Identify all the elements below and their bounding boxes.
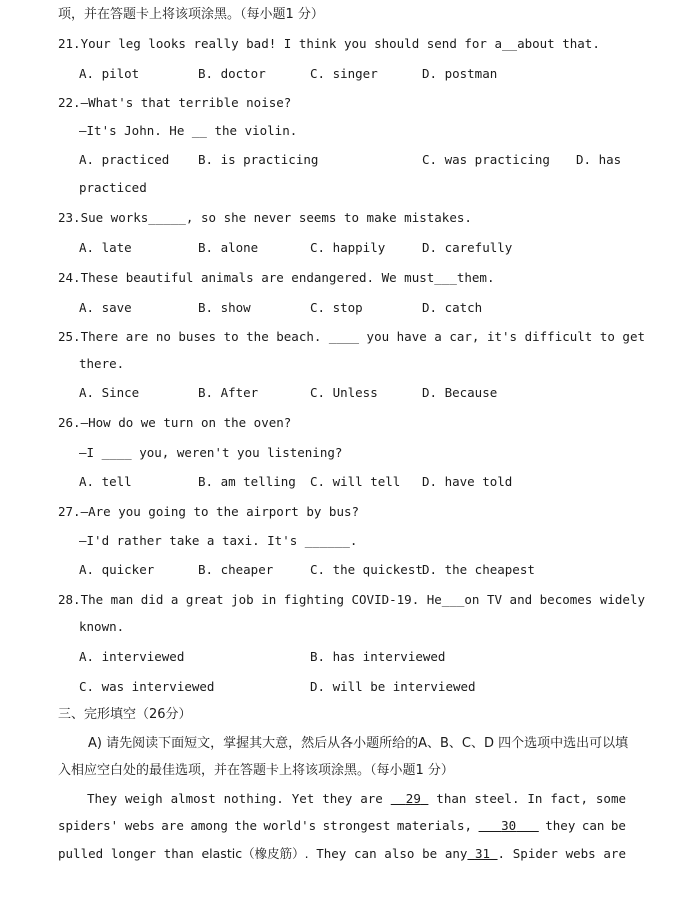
passage-word: They [316, 846, 347, 861]
q25-option-d: D. Because [422, 385, 498, 400]
q27-option-b: B. cheaper [198, 562, 274, 577]
question-26-reply: —I ____ you, weren't you listening? [79, 445, 343, 460]
question-27-reply: —I'd rather take a taxi. It's ______. [79, 533, 358, 548]
q21-option-d: D. postman [422, 66, 498, 81]
passage-word: longer [110, 846, 156, 861]
q27-option-d: D. the cheapest [422, 562, 535, 577]
question-28-stem: 28.The man did a great job in fighting COVID-19. He___on TV and becomes widely [58, 592, 645, 607]
question-25-stem-wrap: there. [79, 356, 125, 371]
blank-29: 29 [405, 791, 421, 806]
passage-word: They [87, 791, 118, 806]
q21-option-c: C. singer [310, 66, 378, 81]
passage-line-2 [58, 817, 626, 835]
q26-option-a: A. tell [79, 474, 132, 489]
passage-word: steel. [474, 791, 520, 806]
passage-word: weigh [125, 791, 163, 806]
passage-word: also [384, 846, 415, 861]
passage-word: are [161, 818, 184, 833]
passage-word: than [163, 846, 194, 861]
q23-option-c: C. happily [310, 240, 386, 255]
blank-30: 30 [501, 818, 517, 833]
passage-word: they [545, 818, 576, 833]
q28-option-c: C. was interviewed [79, 679, 215, 694]
passage-word: elastic（橡皮筋）. [201, 846, 309, 861]
q25-option-c: C. Unless [310, 385, 378, 400]
passage-word: be [610, 818, 626, 833]
passage-word: webs [124, 818, 155, 833]
q24-option-a: A. save [79, 300, 132, 315]
passage-word: than [436, 791, 467, 806]
passage-word: strongest [322, 818, 391, 833]
question-24-stem: 24.These beautiful animals are endangered. We must___them. [58, 270, 495, 285]
passage-word: among [190, 818, 228, 833]
q22-option-a: A. practiced [79, 152, 170, 167]
q26-option-b: B. am telling [198, 474, 296, 489]
passage-word: almost [170, 791, 216, 806]
passage-word: are [360, 791, 383, 806]
q23-option-a: A. late [79, 240, 132, 255]
passage-line-1 [87, 790, 626, 808]
passage-word: they [322, 791, 353, 806]
question-23-stem: 23.Sue works_____, so she never seems to make mistakes. [58, 210, 472, 225]
passage-word: materials, [396, 818, 473, 833]
blank-31: 31 [474, 846, 491, 861]
passage-word: can [581, 818, 605, 833]
passage-word: be [422, 846, 438, 861]
q22-option-c: C. was practicing [422, 152, 550, 167]
q21-option-a: A. pilot [79, 66, 140, 81]
passage-word: nothing. [223, 791, 284, 806]
passage-word: In [527, 791, 543, 806]
section-3-instruction-line1: A) 请先阅读下面短文，掌握其大意，然后从各小题所给的A、B、C、D 四个选项中选出可以填 [88, 736, 629, 751]
q25-option-a: A. Since [79, 385, 140, 400]
question-25-stem: 25.There are no buses to the beach. ____ you have a car, it's difficult to get [58, 329, 645, 344]
q24-option-d: D. catch [422, 300, 483, 315]
q23-option-d: D. carefully [422, 240, 513, 255]
section-3-instruction-line2: 入相应空白处的最佳选项，并在答题卡上将该项涂黑。（每小题1 分） [58, 763, 454, 778]
q28-option-a: A. interviewed [79, 649, 185, 664]
passage-word: any 31 . [444, 846, 506, 861]
passage-word: pulled [58, 846, 104, 861]
q22-option-d: D. has [576, 152, 622, 167]
q21-option-b: B. doctor [198, 66, 266, 81]
passage-word: Yet [291, 791, 315, 806]
q26-option-c: C. will tell [310, 474, 401, 489]
q22-option-b: B. is practicing [198, 152, 319, 167]
q28-option-b: B. has interviewed [310, 649, 446, 664]
section-3-heading: 三、完形填空（26分） [58, 707, 192, 722]
q27-option-c: C. the quickest [310, 562, 423, 577]
passage-word: webs [565, 846, 596, 861]
passage-word: fact, [550, 791, 588, 806]
passage-word: some [595, 791, 626, 806]
q25-option-b: B. After [198, 385, 259, 400]
question-28-stem-wrap: known. [79, 619, 125, 634]
q28-option-d: D. will be interviewed [310, 679, 476, 694]
question-22-reply: —It's John. He __ the violin. [79, 123, 298, 138]
question-27-stem: 27.—Are you going to the airport by bus? [58, 504, 360, 519]
passage-word: world's [263, 818, 317, 833]
passage-line-3 [58, 845, 626, 863]
q22-option-d-wrap: practiced [79, 180, 147, 195]
passage-word: Spider [512, 846, 558, 861]
passage-word: the [234, 818, 257, 833]
q24-option-b: B. show [198, 300, 251, 315]
passage-word: can [354, 846, 377, 861]
question-21-stem: 21.Your leg looks really bad! I think you should send for a__about that. [58, 36, 600, 51]
question-26-stem: 26.—How do we turn on the oven? [58, 415, 292, 430]
passage-word: spiders' [58, 818, 119, 833]
question-22-stem: 22.—What's that terrible noise? [58, 95, 292, 110]
q27-option-a: A. quicker [79, 562, 155, 577]
q23-option-b: B. alone [198, 240, 259, 255]
q26-option-d: D. have told [422, 474, 513, 489]
passage-word: are [603, 846, 626, 861]
q24-option-c: C. stop [310, 300, 363, 315]
section-instruction-tail: 项，并在答题卡上将该项涂黑。（每小题1 分） [58, 7, 324, 22]
